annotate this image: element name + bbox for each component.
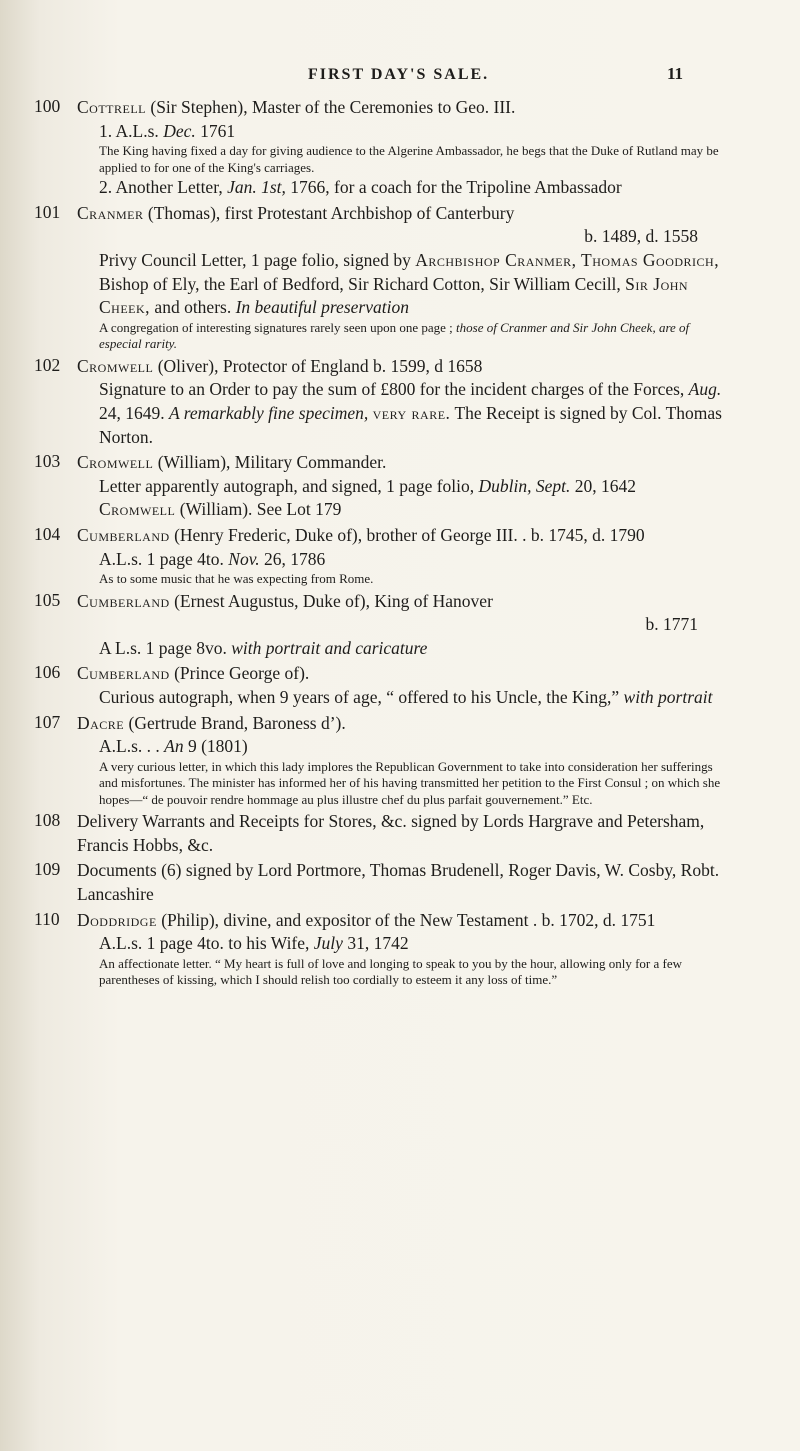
lot-description xyxy=(77,524,734,588)
lot-entry xyxy=(34,202,734,353)
text-segment: Aug. xyxy=(688,379,722,400)
text-segment: and others. xyxy=(150,297,236,318)
text-segment: Jan. 1st, xyxy=(227,177,286,198)
lot-line xyxy=(99,932,734,956)
lot-line xyxy=(77,96,734,120)
text-segment: 26, 1786 xyxy=(259,548,326,569)
text-segment: 9 (1801) xyxy=(183,736,248,757)
text-segment: 2. Another Letter, xyxy=(99,177,228,198)
lot-number: 102 xyxy=(34,354,61,375)
lot-line xyxy=(77,810,734,857)
text-segment: A L.s. 1 page 8vo. xyxy=(99,637,232,658)
text-segment: Documents (6) signed by Lord Portmore, Thomas Brudenell, Roger Davis, W. Cosby, Robt. Lancashire xyxy=(77,860,720,905)
running-title: FIRST DAY'S SALE. xyxy=(308,66,490,83)
lot-number: 107 xyxy=(34,711,61,732)
text-segment: An affectionate letter. “ My heart is full of love and longing to speak to you by the hour, allowing only for a few parentheses of kissing, which I should relish too cordially to esteem it any loss of time.” xyxy=(99,955,683,988)
lot-line xyxy=(99,120,734,144)
text-segment: (Gertrude Brand, Baroness d’). xyxy=(124,712,346,733)
text-segment: 31, 1742 xyxy=(342,933,409,954)
text-segment: The Receipt is signed by Col. Thomas Norton. xyxy=(99,402,722,447)
lot-number: 106 xyxy=(34,662,61,683)
text-segment: (Thomas), first Protestant Archbishop of Canterbury xyxy=(143,202,515,223)
text-segment: (Prince George of). xyxy=(169,663,310,684)
text-segment: (William). See Lot 179 xyxy=(175,499,342,520)
text-segment: 1761 xyxy=(195,120,236,141)
lot-description xyxy=(77,909,734,989)
lot-line xyxy=(77,451,734,475)
text-segment: very rare. xyxy=(372,402,451,423)
lot-description xyxy=(77,355,734,449)
lot-number: 105 xyxy=(34,589,61,610)
lot-line xyxy=(99,548,734,572)
lot-line xyxy=(77,355,734,379)
text-segment: Delivery Warrants and Receipts for Stores, &c. signed by Lords Hargrave and Petersham, Francis Hobbs, &c. xyxy=(77,811,705,855)
text-segment: In beautiful preservation xyxy=(235,297,409,318)
text-segment: A very curious letter, in which this lady implores the Republican Government to take into consideration her sufferings and misfortunes. The minister has informed her of his having transmitted her petition to the First Consul ; on which she hopes—“ de pouvoir rendre hommage au plus illustre chef du plus parfait gouvernement.” Etc. xyxy=(99,758,721,807)
text-segment: with portrait xyxy=(623,686,713,707)
lot-line xyxy=(99,249,734,320)
lot-description xyxy=(77,712,734,809)
text-segment: 1. A.L.s. xyxy=(99,120,164,141)
text-segment: Sir John Cheek, xyxy=(99,273,689,318)
text-segment: b. 1489, d. 1558 xyxy=(584,226,698,247)
lot-description xyxy=(77,590,734,661)
lot-line xyxy=(77,859,734,906)
lot-note xyxy=(99,759,734,809)
lot-entry xyxy=(34,451,734,522)
text-segment: Cumberland xyxy=(77,590,170,611)
lot-description xyxy=(77,451,734,522)
lot-number: 103 xyxy=(34,451,61,472)
text-segment: Cromwell xyxy=(99,499,176,520)
text-segment: Dec. xyxy=(163,120,196,141)
lot-description xyxy=(77,662,734,709)
text-segment: A congregation of interesting signatures rarely seen upon one page ; xyxy=(99,319,457,335)
lot-note xyxy=(99,143,734,176)
lot-line xyxy=(99,378,734,449)
lot-line xyxy=(77,590,734,614)
lot-entry xyxy=(34,662,734,709)
text-segment: (Ernest Augustus, Duke of), King of Hanover xyxy=(169,590,493,611)
lot-note xyxy=(99,571,734,588)
lot-line xyxy=(99,735,734,759)
text-segment: A.L.s. . . xyxy=(99,736,165,757)
text-segment: (Oliver), Protector of England b. 1599, d 1658 xyxy=(153,355,483,376)
text-segment: (Henry Frederic, Duke of), brother of George III. . b. 1745, d. 1790 xyxy=(169,524,645,545)
page-number: 11 xyxy=(667,64,684,83)
text-segment: 24, 1649. xyxy=(99,402,169,423)
lot-entry xyxy=(34,810,734,857)
text-segment: Letter apparently autograph, and signed, 1 page folio, xyxy=(99,475,479,496)
text-segment: 1766, for a coach for the Tripoline Ambassador xyxy=(285,177,622,198)
text-segment: A.L.s. 1 page 4to. to his Wife, xyxy=(99,933,314,954)
lot-line xyxy=(77,524,734,548)
text-segment: A.L.s. 1 page 4to. xyxy=(99,548,229,569)
lot-list xyxy=(34,96,734,991)
text-segment: Cumberland xyxy=(77,663,170,684)
lot-line xyxy=(77,613,734,637)
lot-entry xyxy=(34,524,734,588)
lot-description xyxy=(77,810,734,857)
lot-number: 100 xyxy=(34,96,61,116)
text-segment: (Sir Stephen), Master of the Ceremonies to Geo. III. xyxy=(146,97,516,117)
lot-entry xyxy=(34,909,734,989)
lot-line xyxy=(77,225,734,249)
lot-number: 101 xyxy=(34,201,61,222)
lot-number: 104 xyxy=(34,523,61,544)
text-segment: An xyxy=(164,736,184,757)
lot-number: 110 xyxy=(34,908,60,929)
text-segment: those of Cranmer and Sir John Cheek, are of especial rarity. xyxy=(99,319,690,352)
lot-line xyxy=(99,686,734,710)
text-segment: Bishop of Ely, the Earl of Bedford, Sir Richard Cotton, Sir William Cecill, xyxy=(99,273,626,294)
text-segment: Dublin, Sept. xyxy=(478,475,571,496)
lot-number: 109 xyxy=(34,859,61,880)
lot-line xyxy=(77,662,734,686)
lot-line xyxy=(99,637,734,661)
lot-note xyxy=(99,320,734,353)
lot-entry xyxy=(34,590,734,661)
lot-entry xyxy=(34,355,734,449)
text-segment: July xyxy=(313,933,343,954)
lot-description xyxy=(77,202,734,353)
text-segment: b. 1771 xyxy=(645,614,698,635)
text-segment: The King having fixed a day for giving audience to the Algerine Ambassador, he begs that the Duke of Rutland may be applied to for one of the King's carriages. xyxy=(99,143,719,175)
lot-line xyxy=(77,909,734,933)
lot-line xyxy=(77,202,734,226)
lot-number: 108 xyxy=(34,810,61,831)
lot-line xyxy=(77,712,734,736)
lot-description xyxy=(77,96,734,200)
lot-description xyxy=(77,859,734,906)
lot-entry xyxy=(34,96,734,200)
lot-entry xyxy=(34,712,734,809)
text-segment: Cumberland xyxy=(77,524,170,545)
lot-line xyxy=(99,498,734,522)
lot-line xyxy=(99,176,734,200)
text-segment: Cromwell xyxy=(77,452,154,473)
text-segment: Archbishop Cranmer, Thomas Goodrich, xyxy=(415,249,720,270)
text-segment: Cromwell xyxy=(77,355,154,376)
text-segment: Cottrell xyxy=(77,97,146,117)
lot-entry xyxy=(34,859,734,906)
text-segment: 20, 1642 xyxy=(570,475,637,496)
text-segment: Nov. xyxy=(228,548,260,569)
text-segment: with portrait and caricature xyxy=(231,637,428,658)
text-segment: Doddridge xyxy=(77,909,157,930)
lot-line xyxy=(99,475,734,499)
text-segment: Dacre xyxy=(77,712,125,733)
text-segment: (William), Military Commander. xyxy=(153,452,387,473)
text-segment: (Philip), divine, and expositor of the New Testament . b. 1702, d. 1751 xyxy=(156,909,656,930)
text-segment: Curious autograph, when 9 years of age, “ offered to his Uncle, the King,” xyxy=(99,686,624,707)
text-segment: Privy Council Letter, 1 page folio, signed by xyxy=(99,249,416,270)
text-segment: Cranmer xyxy=(77,202,144,223)
text-segment: Signature to an Order to pay the sum of £800 for the incident charges of the Forces, xyxy=(99,379,689,400)
text-segment: As to some music that he was expecting from Rome. xyxy=(99,571,374,587)
lot-note xyxy=(99,956,734,989)
text-segment: A remarkably fine specimen, xyxy=(169,402,369,423)
